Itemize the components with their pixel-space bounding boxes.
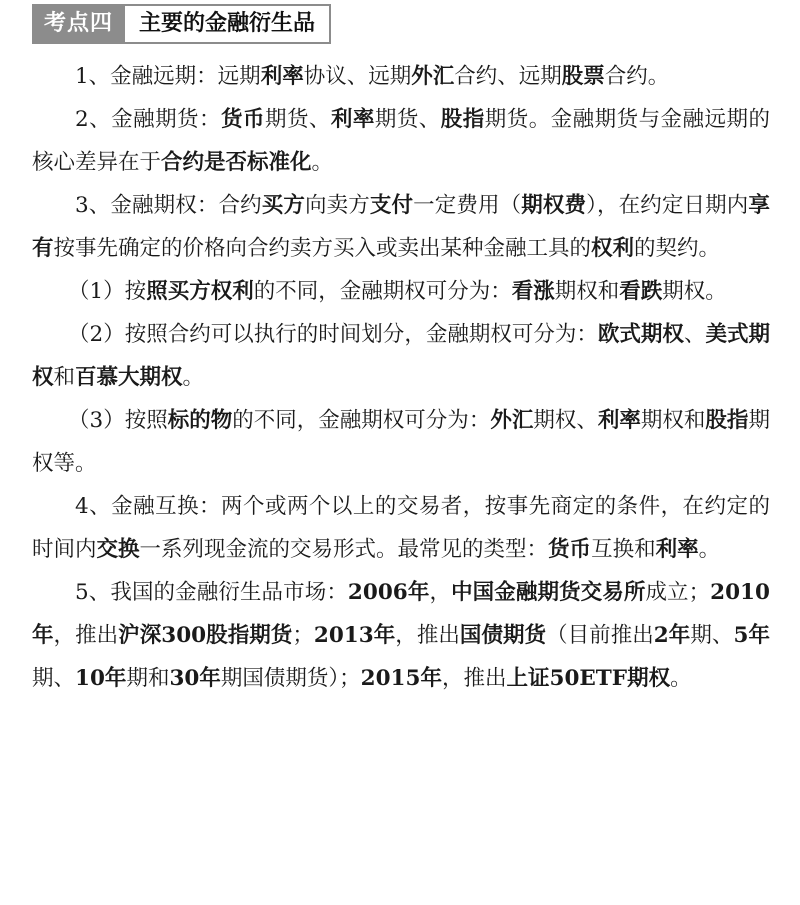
bold-term: 合约是否标准化 [161, 150, 312, 175]
text-run: 按事先确定的价格向合约卖方买入或卖出某种金融工具的 [53, 236, 592, 261]
bold-term: 照买方权利 [146, 279, 254, 304]
text-run: 。 [698, 537, 721, 562]
bold-term: 上证50ETF期权 [506, 666, 671, 691]
text-run: 2、金融期货： [75, 107, 222, 132]
bold-term: 交换 [96, 537, 140, 562]
text-run: 期、 [32, 666, 76, 691]
bold-term: 中国金融期货交易所 [451, 580, 646, 605]
bold-term: 利率 [330, 107, 375, 132]
paragraph [32, 571, 770, 700]
bold-term: 看涨 [511, 279, 555, 304]
text-run: ，推出 [395, 623, 460, 648]
paragraph [32, 98, 770, 184]
text-run: 、 [683, 322, 706, 347]
bold-term: 沪深300股指期货 [118, 623, 293, 648]
text-run: 期权等。 [32, 408, 770, 476]
text-run: 4、金融互换：两个或两个以上的交易者，按事先商定的条件，在约定的时间内 [32, 494, 770, 562]
text-run: 期权、 [533, 408, 598, 433]
text-run: 协议、远期 [303, 64, 412, 89]
bold-term: 10年 [75, 666, 127, 691]
bold-term: 标的物 [167, 408, 233, 433]
bold-term: 股票 [561, 64, 605, 89]
text-run: 的不同，金融期权可分为： [232, 408, 491, 433]
paragraph [32, 399, 770, 485]
bold-term: 2010年 [32, 580, 770, 648]
text-run: 1、金融远期：远期 [75, 64, 261, 89]
bold-term: 百慕大期权 [75, 365, 183, 390]
text-run: 一系列现金流的交易形式。最常见的类型： [139, 537, 549, 562]
text-run: 合约、远期 [454, 64, 562, 89]
bold-term: 外汇 [490, 408, 534, 433]
text-run: 3、金融期权：合约 [75, 193, 262, 218]
text-run: 期货、 [264, 107, 331, 132]
bold-term: 权利 [591, 236, 635, 261]
bold-term: 享有 [32, 193, 770, 261]
text-run: 期权。 [662, 279, 727, 304]
paragraph [32, 313, 770, 399]
bold-term: 看跌 [619, 279, 663, 304]
text-run: ，推出 [53, 623, 119, 648]
bold-term: 利率 [655, 537, 699, 562]
text-run: 期权和 [554, 279, 620, 304]
text-run: ），在约定日期内 [586, 193, 749, 218]
text-run: 期货、 [374, 107, 441, 132]
bold-term: 5年 [733, 623, 770, 648]
body-text [32, 55, 770, 700]
text-run: ，推出 [441, 666, 507, 691]
text-run: 向卖方 [305, 193, 370, 218]
text-run: 合约。 [604, 64, 670, 89]
bold-term: 股指 [705, 408, 749, 433]
bold-term: 外汇 [411, 64, 455, 89]
bold-term: 美式期权 [32, 322, 770, 390]
bold-term: 2006年 [347, 580, 430, 605]
section-tag: 考点四 [32, 4, 125, 44]
text-run: （目前推出 [546, 623, 654, 648]
text-run: （2）按照合约可以执行的时间划分，金融期权可分为： [68, 322, 598, 347]
text-run: 。 [670, 666, 692, 691]
bold-term: 欧式期权 [597, 322, 684, 347]
bold-term: 30年 [169, 666, 221, 691]
paragraph [32, 270, 770, 313]
paragraph [32, 485, 770, 571]
bold-term: 期权费 [521, 193, 587, 218]
bold-term: 货币 [548, 537, 592, 562]
bold-term: 利率 [597, 408, 641, 433]
bold-term: 2015年 [360, 666, 442, 691]
text-run: 期货。金融期货与金融远期的核心差异在于 [32, 107, 770, 175]
text-run: 期、 [690, 623, 734, 648]
paragraph [32, 55, 770, 98]
text-run: 成立； [645, 580, 711, 605]
text-run: 一定费用（ [413, 193, 522, 218]
text-run: 。 [311, 150, 334, 175]
bold-term: 国债期货 [459, 623, 547, 648]
bold-term: 支付 [369, 193, 414, 218]
bold-term: 货币 [221, 107, 265, 132]
text-run: ； [292, 623, 314, 648]
text-run: （3）按照 [68, 408, 168, 433]
text-run: 期和 [126, 666, 170, 691]
bold-term: 买方 [261, 193, 306, 218]
text-run: （1）按 [68, 279, 147, 304]
text-run: 的契约。 [634, 236, 721, 261]
text-run: 期国债期货）； [220, 666, 361, 691]
paragraph [32, 184, 770, 270]
bold-term: 2年 [653, 623, 691, 648]
bold-term: 利率 [260, 64, 304, 89]
text-run: ， [429, 580, 452, 605]
section-header [32, 4, 331, 44]
bold-term: 2013年 [313, 623, 396, 648]
text-run: 和 [53, 365, 76, 390]
text-run: 5、我国的金融衍生品市场： [75, 580, 348, 605]
text-run: 。 [182, 365, 205, 390]
section-title: 主要的金融衍生品 [125, 4, 331, 44]
text-run: 期权和 [640, 408, 706, 433]
text-run: 的不同，金融期权可分为： [253, 279, 512, 304]
text-run: 互换和 [591, 537, 656, 562]
bold-term: 股指 [440, 107, 485, 132]
